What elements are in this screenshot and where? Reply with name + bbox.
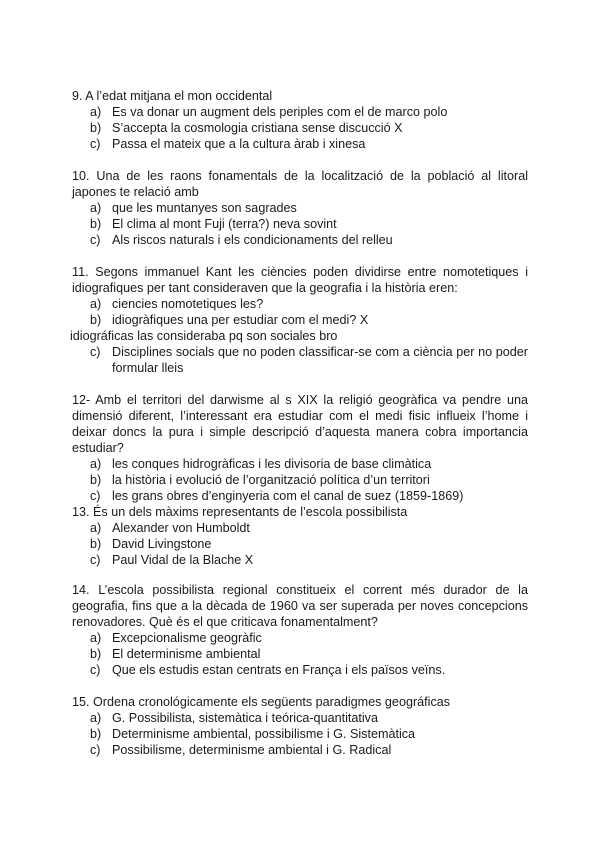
option-list [72, 344, 528, 376]
option-list [72, 630, 528, 678]
option-text: G. Possibilista, sistemàtica i teórica-quantitativa [112, 711, 378, 725]
question-12 [72, 392, 528, 504]
option-list [72, 296, 528, 328]
option-text: Possibilisme, determinisme ambiental i G. Radical [112, 743, 392, 757]
option-c [72, 662, 528, 678]
option-text: idiogràfiques una per estudiar com el medi? X [112, 313, 369, 327]
option-letter: a) [90, 711, 102, 725]
option-text: David Livingstone [112, 537, 212, 551]
option-b [72, 646, 528, 662]
question-10 [72, 168, 528, 248]
option-text: Alexander von Humboldt [112, 521, 250, 535]
option-a [72, 520, 528, 536]
option-text: Passa el mateix que a la cultura àrab i xinesa [112, 137, 366, 151]
option-letter: a) [90, 521, 102, 535]
option-list [72, 200, 528, 248]
option-text: Es va donar un augment dels periples com el de marco polo [112, 105, 448, 119]
option-c [72, 552, 528, 568]
option-list [72, 456, 528, 504]
option-letter: c) [90, 345, 101, 359]
option-letter: c) [90, 137, 101, 151]
option-b [72, 312, 528, 328]
option-c [72, 488, 528, 504]
question-14 [72, 582, 528, 678]
option-letter: b) [90, 727, 102, 741]
question-11 [72, 264, 528, 376]
option-a [72, 630, 528, 646]
option-b [72, 216, 528, 232]
option-a [72, 200, 528, 216]
option-text: la història i evolució de l’organització política d’un territori [112, 473, 430, 487]
question-15 [72, 694, 528, 758]
option-letter: c) [90, 233, 101, 247]
option-a [72, 296, 528, 312]
option-letter: c) [90, 743, 101, 757]
option-b [72, 536, 528, 552]
option-list [72, 710, 528, 758]
question-stem: 9. A l’edat mitjana el mon occidental [72, 89, 273, 103]
option-letter: b) [90, 473, 102, 487]
question-stem: 14. L’escola possibilista regional constitueix el corrent més durador de la geografia, fins que a la dècada de 1960 va ser superada per noves concepcions renovadores. Què és el que criticava fonamentalment? [72, 583, 528, 629]
option-text: les grans obres d’enginyeria com el canal de suez (1859-1869) [112, 489, 464, 503]
question-13 [72, 504, 528, 568]
option-letter: b) [90, 121, 102, 135]
option-b [72, 726, 528, 742]
option-text: El clima al mont Fuji (terra?) neva sovint [112, 217, 337, 231]
question-stem: 10. Una de les raons fonamentals de la localització de la població al litoral japones te relació amb [72, 169, 528, 199]
question-9 [72, 88, 528, 152]
option-letter: b) [90, 217, 102, 231]
option-text: Disciplines socials que no poden classificar-se com a ciència per no poder formular lleis [112, 345, 528, 375]
option-letter: b) [90, 537, 102, 551]
option-c [72, 136, 528, 152]
question-stem: 13. És un dels màxims representants de l’escola possibilista [72, 505, 408, 519]
option-b [72, 472, 528, 488]
option-text: les conques hidrogràficas i les divisoria de base climàtica [112, 457, 432, 471]
option-a [72, 104, 528, 120]
question-stem: 12- Amb el territori del darwisme al s XIX la religió geogràfica va pendre una dimensió diferent, l’interessant era estudiar com el medi fisic influeix l’home i deixar doncs la pura i simple descripció d’aquesta manera cobra importancia estudiar? [72, 393, 528, 455]
option-text: Determinisme ambiental, possibilisme i G. Sistemàtica [112, 727, 416, 741]
option-list [72, 520, 528, 568]
option-letter: a) [90, 297, 102, 311]
option-a [72, 710, 528, 726]
option-letter: a) [90, 457, 102, 471]
option-c [72, 742, 528, 758]
option-letter: c) [90, 553, 101, 567]
option-text: S’accepta la cosmologia cristiana sense discucció X [112, 121, 403, 135]
option-list [72, 104, 528, 152]
option-text: Que els estudis estan centrats en França i els països veïns. [112, 663, 446, 677]
option-letter: a) [90, 631, 102, 645]
option-letter: c) [90, 489, 101, 503]
option-text: Paul Vidal de la Blache X [112, 553, 254, 567]
option-c [72, 344, 528, 376]
option-c [72, 232, 528, 248]
question-stem: 15. Ordena cronológicamente els següents paradigmes geográficas [72, 695, 451, 709]
option-b [72, 120, 528, 136]
option-text: ciencies nomotetiques les? [112, 297, 264, 311]
option-letter: a) [90, 201, 102, 215]
option-a [72, 456, 528, 472]
option-letter: b) [90, 647, 102, 661]
option-text: Excepcionalisme geogràfic [112, 631, 262, 645]
option-letter: b) [90, 313, 102, 327]
option-text: El determinisme ambiental [112, 647, 261, 661]
option-letter: a) [90, 105, 102, 119]
option-text: que les muntanyes son sagrades [112, 201, 297, 215]
question-stem: 11. Segons immanuel Kant les ciències poden dividirse entre nomotetiques i idiografiques per tant consideraven que la geografia i la història eren: [72, 265, 528, 295]
option-text: Als riscos naturals i els condicionaments del relleu [112, 233, 393, 247]
option-letter: c) [90, 663, 101, 677]
handwritten-note: idiográficas las consideraba pq son sociales bro [70, 329, 338, 343]
